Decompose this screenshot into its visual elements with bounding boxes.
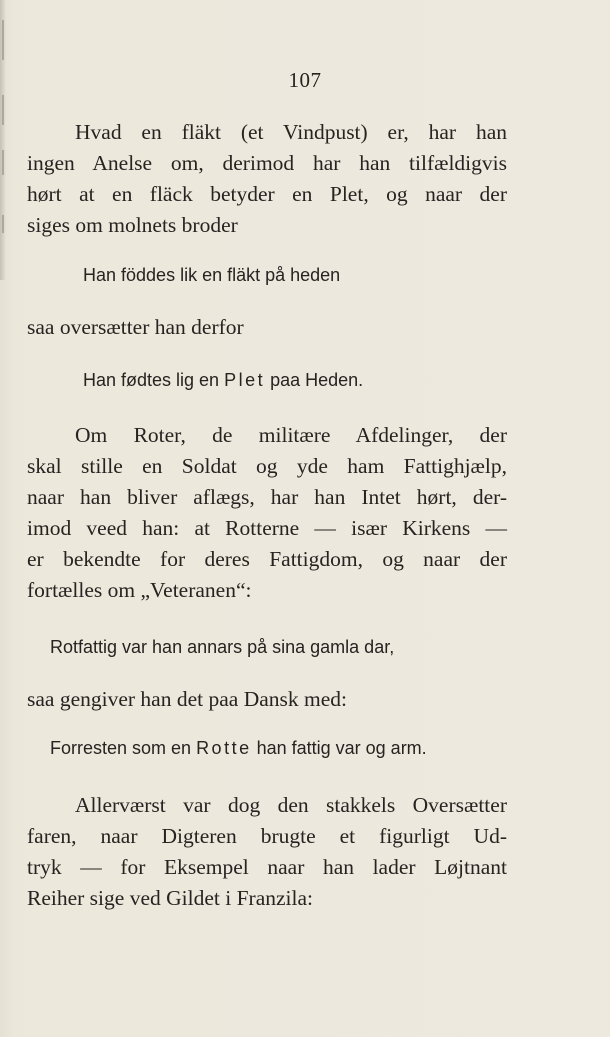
- paragraph-line: Allerværst var dog den stakkels Oversætter: [75, 793, 507, 817]
- binding-mark: [2, 150, 4, 175]
- quote-text: paa Heden.: [265, 370, 364, 390]
- danish-translation: [50, 734, 427, 762]
- spaced-emphasis: Plet: [224, 370, 266, 390]
- paragraph-line: Hvad en fläkt (et Vindpust) er, har han: [75, 120, 507, 144]
- danish-translation: [83, 366, 363, 394]
- paragraph-line: hørt at en fläck betyder en Plet, og naar der: [27, 182, 507, 206]
- paragraph-line: Om Roter, de militære Afdelinger, der: [75, 423, 507, 447]
- paragraph-line: naar han bliver aflægs, har han Intet hørt, der-: [27, 485, 507, 509]
- paragraph-line: er bekendte for deres Fattigdom, og naar der: [27, 547, 507, 571]
- paragraph-line: skal stille en Soldat og yde ham Fattighjælp,: [27, 454, 507, 478]
- paragraph-line: fortælles om „Veteranen“:: [27, 578, 252, 602]
- binding-mark: [2, 215, 4, 233]
- translation-intro: saa oversætter han derfor: [27, 315, 244, 339]
- swedish-quote: Han föddes lik en fläkt på heden: [83, 265, 341, 285]
- translation-intro: saa gengiver han det paa Dansk med:: [27, 687, 347, 711]
- paragraph-line: siges om molnets broder: [27, 213, 238, 237]
- quote-text: Forresten som en: [50, 738, 197, 758]
- paragraph-line: tryk — for Eksempel naar han lader Løjtnant: [27, 855, 507, 879]
- paragraph-line: Reiher sige ved Gildet i Franzila:: [27, 886, 313, 910]
- page-number: 107: [288, 68, 322, 92]
- binding-mark: [2, 95, 4, 125]
- binding-mark: [2, 20, 4, 60]
- quote-text: Han fødtes lig en: [83, 370, 225, 390]
- swedish-quote: Rotfattig var han annars på sina gamla dar,: [50, 637, 395, 657]
- spaced-emphasis: Rotte: [196, 738, 252, 758]
- quote-text: han fattig var og arm.: [251, 738, 427, 758]
- paragraph-line: faren, naar Digteren brugte et figurligt Ud-: [27, 824, 507, 848]
- paragraph-line: imod veed han: at Rotterne — især Kirkens —: [27, 516, 507, 540]
- paragraph-line: ingen Anelse om, derimod har han tilfældigvis: [27, 151, 507, 175]
